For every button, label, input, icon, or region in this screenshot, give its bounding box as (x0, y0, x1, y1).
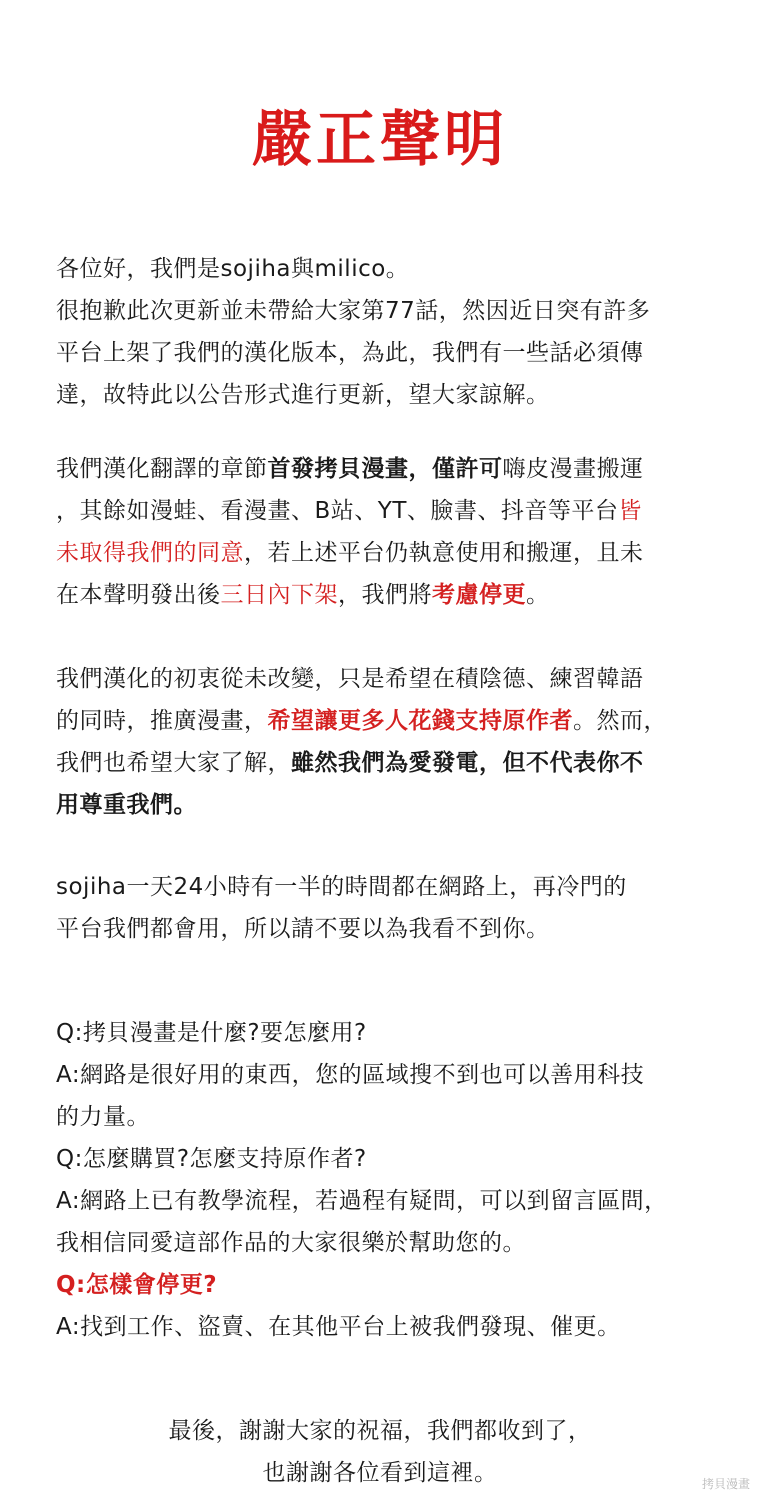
emphasis-red-bold: 希望讓更多人花錢支持原作者 (267, 708, 573, 734)
text: 我們漢化翻譯的章節 (56, 456, 268, 482)
faq-question: Q:拷貝漫畫是什麼?要怎麼用? (56, 1020, 367, 1046)
emphasis-red: 皆 (618, 498, 642, 524)
warning-line: 平台我們都會用，所以請不要以為我看不到你。 (56, 916, 550, 942)
faq-answer: A:網路是很好用的東西，您的區域搜不到也可以善用科技 (56, 1062, 645, 1088)
faq-answer: A:網路上已有教學流程，若過程有疑問，可以到留言區問， (56, 1188, 668, 1214)
faq-question-highlight: Q:怎樣會停更? (56, 1272, 218, 1298)
policy-line (56, 532, 716, 574)
policy-line (56, 490, 716, 532)
faq-section (56, 1012, 716, 1348)
emphasis-bold: 雖然我們為愛發電，但不代表你不 (291, 750, 644, 776)
intro-line: 各位好，我們是sojiha與milico。 (56, 256, 410, 282)
faq-answer: A:找到工作、盜賣、在其他平台上被我們發現、催更。 (56, 1314, 621, 1340)
text: 的同時，推廣漫畫， (56, 708, 268, 734)
intent-paragraph (56, 658, 716, 826)
intent-line: 用尊重我們。 (56, 792, 197, 818)
emphasis-bold: 首發拷貝漫畫，僅許可 (267, 456, 503, 482)
emphasis-red: 未取得我們的同意 (56, 540, 244, 566)
page-title: 嚴正聲明 (252, 105, 508, 175)
emphasis-red-bold: 考慮停更 (432, 582, 526, 608)
faq-answer: 的力量。 (56, 1104, 150, 1130)
intro-paragraph (56, 248, 716, 416)
text: 。然而， (573, 708, 667, 734)
intro-line: 平台上架了我們的漢化版本，為此，我們有一些話必須傳 (56, 340, 644, 366)
intent-line (56, 700, 716, 742)
intent-line: 我們漢化的初衷從未改變，只是希望在積陰德、練習韓語 (56, 666, 644, 692)
policy-paragraph (56, 448, 716, 616)
text: ，若上述平台仍執意使用和搬運，且未 (244, 540, 644, 566)
warning-line: sojiha一天24小時有一半的時間都在網路上，再冷門的 (56, 874, 627, 900)
policy-line (56, 574, 716, 616)
policy-line (56, 448, 716, 490)
text: 我們也希望大家了解， (56, 750, 291, 776)
text: ，其餘如漫蛙、看漫畫、B站、YT、臉書、抖音等平台 (56, 498, 619, 524)
text: 在本聲明發出後 (56, 582, 221, 608)
text: ，我們將 (338, 582, 432, 608)
closing-line: 最後，謝謝大家的祝福，我們都收到了， (168, 1418, 592, 1444)
intro-line: 達，故特此以公告形式進行更新，望大家諒解。 (56, 382, 550, 408)
warning-paragraph (56, 866, 716, 950)
emphasis-red: 三日內下架 (220, 582, 338, 608)
watermark: 拷貝漫畫 (701, 1477, 750, 1491)
closing-line: 也謝謝各位看到這裡。 (262, 1460, 498, 1486)
closing-paragraph (0, 1410, 760, 1494)
faq-question: Q:怎麼購買?怎麼支持原作者? (56, 1146, 367, 1172)
text: 嗨皮漫畫搬運 (502, 456, 644, 482)
intent-line (56, 742, 716, 784)
faq-answer: 我相信同愛這部作品的大家很樂於幫助您的。 (56, 1230, 526, 1256)
text: 。 (526, 582, 550, 608)
intro-line: 很抱歉此次更新並未帶給大家第77話，然因近日突有許多 (56, 298, 651, 324)
